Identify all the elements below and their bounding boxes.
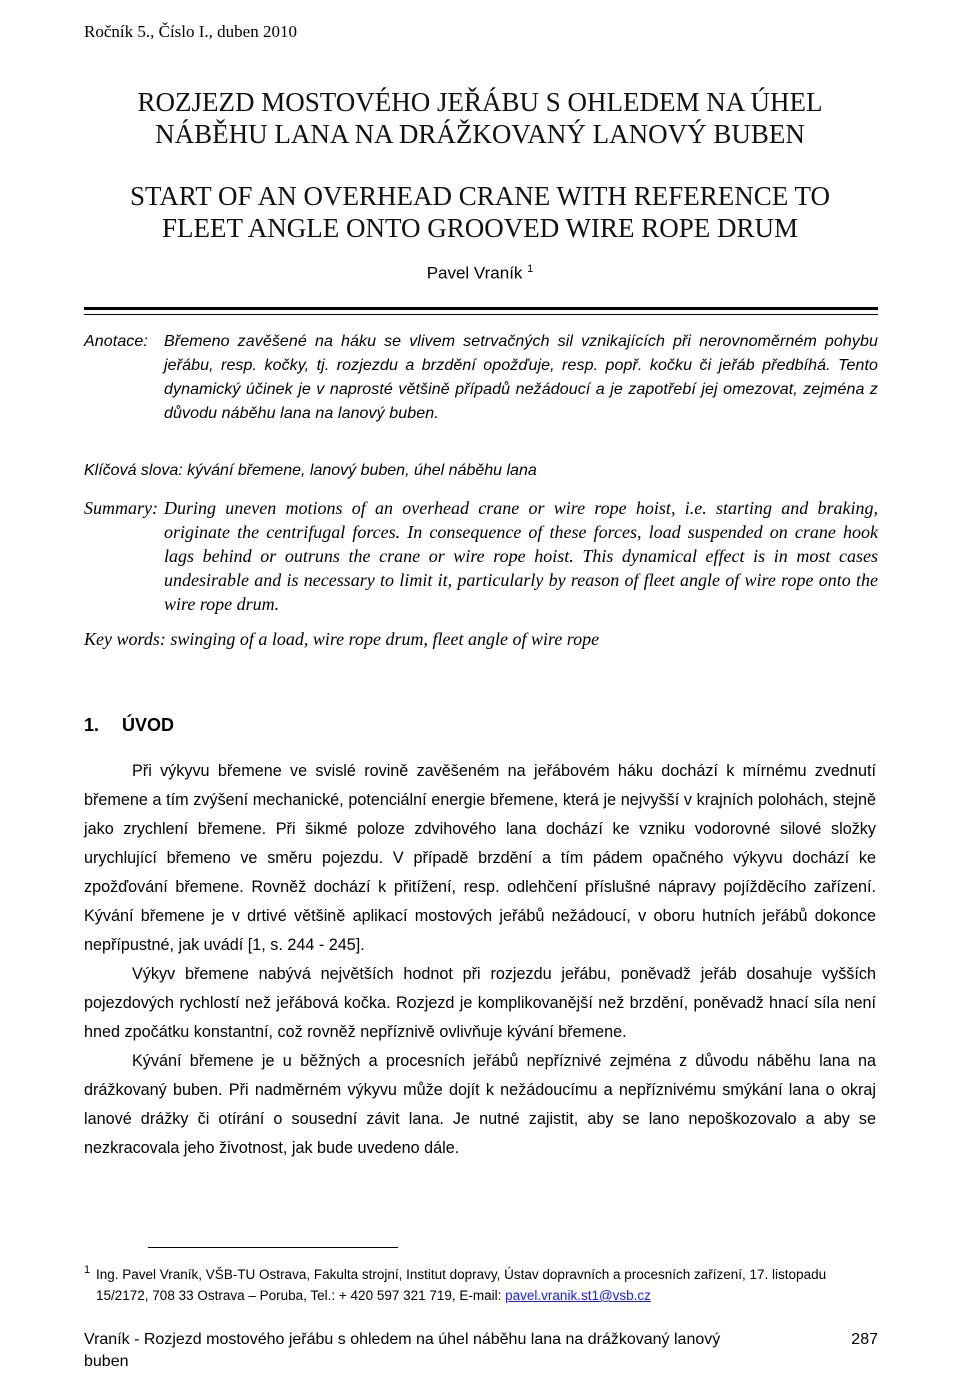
author-name: Pavel Vraník [426, 263, 523, 283]
body-paragraph-1: Při výkyvu břemene ve svislé rovině zavěšeném na jeřábovém háku dochází k mírnému zvednutí břemene a tím zvýšení mechanické, potenciální energie břemene, která je nejvyšší v krajních polohách, stejně jako zrychlení břemene. Při šikmé poloze zdvihového lana dochází ke vzniku vodorovné silové složky urychlující břemeno ve směru pojezdu. V případě brzdění a tím pádem opačného výkyvu dochází ke zpožďování břemene. Rovněž dochází k přitížení, resp. odlehčení příslušné nápravy pojížděcího zařízení. Kývání břemene je v drtivé většině aplikací mostových jeřábů nežádoucí, v oboru hutních jeřábů dokonce nepřípustné, jak uvádí [1, s. 244 - 245]. [84, 762, 876, 954]
journal-issue-header: Ročník 5., Číslo I., duben 2010 [84, 22, 297, 41]
page-number: 287 [851, 1331, 878, 1348]
footnote-separator [148, 1247, 398, 1248]
body-paragraph-3: Kývání břemene je u běžných a procesních jeřábů nepříznivé zejména z důvodu náběhu lana na drážkovaný buben. Při nadměrném výkyvu může dojít k nežádoucímu a nepříznivému smýkání lana o okraj lanové drážky či otírání o sousední závit lana. Je nutné zajistit, aby se lano nepoškozovalo a aby se nezkracovala jeho životnost, jak bude uvedeno dále. [84, 1052, 876, 1157]
keywords-czech: Klíčová slova: kývání břemene, lanový buben, úhel náběhu lana [84, 462, 537, 479]
keywords-english: Key words: swinging of a load, wire rope drum, fleet angle of wire rope [84, 629, 600, 649]
section-title: ÚVOD [122, 715, 175, 735]
abstract-english-label: Summary: [84, 498, 158, 518]
footer-running-title: Vraník - Rozjezd mostového jeřábu s ohledem na úhel náběhu lana na drážkovaný lanový buben [84, 1331, 721, 1370]
abstract-english-text: During uneven motions of an overhead crane or wire rope hoist, i.e. starting and braking, originate the centrifugal forces. In consequence of these forces, load suspended on crane hook lags behind or outruns the crane or wire rope hoist. This dynamical effect is in most cases undesirable and is necessary to limit it, particularly by reason of fleet angle of wire rope onto the wire rope drum. [164, 498, 878, 614]
title-english-line-2: FLEET ANGLE ONTO GROOVED WIRE ROPE DRUM [161, 213, 798, 243]
title-czech-line-2: NÁBĚHU LANA NA DRÁŽKOVANÝ LANOVÝ BUBEN [155, 119, 805, 149]
body-text [84, 757, 876, 1163]
author-line [0, 263, 960, 284]
title-czech [0, 86, 960, 150]
footnote-body [96, 1264, 878, 1306]
section-number: 1. [84, 715, 100, 735]
body-paragraph-2: Výkyv břemene nabývá největších hodnot při rozjezdu jeřábu, poněvadž jeřáb dosahuje vyšších pojezdových rychlostí než jeřábová kočka. Rozjezd je komplikovanější než brzdění, poněvadž hnací síla není hned zpočátku konstantní, což rovněž nepříznivě ovlivňuje kývání břemene. [84, 965, 876, 1041]
page-footer [84, 1329, 878, 1373]
title-czech-line-1: ROZJEZD MOSTOVÉHO JEŘÁBU S OHLEDEM NA ÚHEL [137, 87, 823, 117]
author-email-link[interactable]: pavel.vranik.st1@vsb.cz [505, 1288, 651, 1303]
footnote-number: 1 [84, 1264, 91, 1276]
abstract-czech-text: Břemeno zavěšené na háku se vlivem setrvačných sil vznikajících při nerovnoměrném pohybu jeřábu, resp. kočky, tj. rozjezdu a brzdění opožďuje, resp. popř. kočku či jeřáb předbíhá. Tento dynamický účinek je v naprosté většině případů nežádoucí a je zapotřebí jej omezovat, zejména z důvodu náběhu lana na lanový buben. [164, 333, 878, 422]
title-english-line-1: START OF AN OVERHEAD CRANE WITH REFERENCE TO [129, 181, 830, 211]
footnote [84, 1264, 878, 1306]
section-heading [84, 715, 174, 736]
title-english [0, 180, 960, 244]
abstract-czech-label: Anotace: [84, 333, 148, 350]
title-divider-thick [84, 307, 878, 310]
title-divider-thin [84, 314, 878, 315]
author-footnote-mark: 1 [527, 263, 534, 275]
footnote-text: Ing. Pavel Vraník, VŠB-TU Ostrava, Fakulta strojní, Institut dopravy, Ústav dopravních a procesních zařízení, 17. listopadu 15/2172, 708 33 Ostrava – Poruba, Tel.: + 420 597 321 719, E-mail: [96, 1267, 827, 1303]
